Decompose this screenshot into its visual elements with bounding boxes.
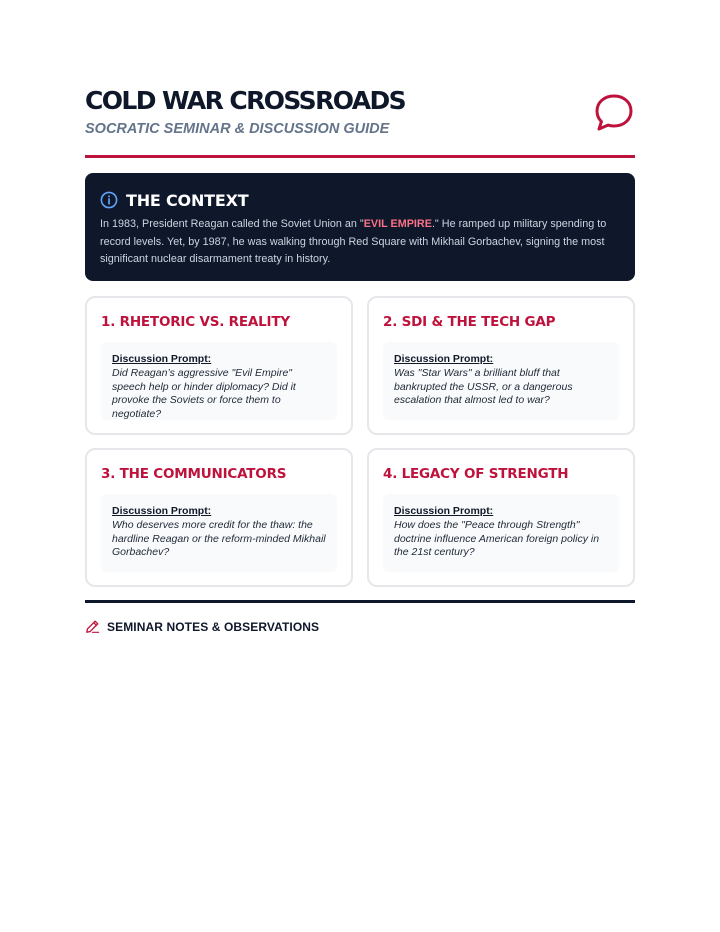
speech-bubble-icon <box>593 92 635 134</box>
page-subtitle: SOCRATIC SEMINAR & DISCUSSION GUIDE <box>85 121 390 137</box>
prompt-box <box>383 342 619 420</box>
notes-section-header <box>85 619 319 634</box>
notes-divider <box>85 600 635 603</box>
prompt-text: Was "Star Wars" a brilliant bluff that bankrupted the USSR, or a dangerous escalation that almost led to war? <box>394 367 573 406</box>
info-icon <box>100 191 118 209</box>
prompt-text: Who deserves more credit for the thaw: the hardline Reagan or the reform-minded Mikhail Gorbachev? <box>112 519 326 558</box>
evil-empire-highlight: EVIL EMPIRE <box>363 218 432 230</box>
page-header <box>85 86 635 158</box>
prompt-text: Did Reagan’s aggressive "Evil Empire" speech help or hinder diplomacy? Did it provoke the Soviets or force them to negotiate? <box>112 367 296 420</box>
header-divider <box>85 155 635 158</box>
discussion-card-legacy <box>367 448 635 587</box>
context-text <box>100 216 620 269</box>
context-text-start: In 1983, President Reagan called the Soviet Union an " <box>100 218 364 230</box>
notes-title: SEMINAR NOTES & OBSERVATIONS <box>107 619 320 634</box>
page-title: COLD WAR CROSSROADS <box>85 86 406 115</box>
card-title: 1. RHETORIC VS. REALITY <box>101 314 290 330</box>
pencil-icon <box>85 619 100 634</box>
card-title: 4. LEGACY OF STRENGTH <box>383 466 569 482</box>
prompt-label: Discussion Prompt: <box>394 353 494 365</box>
context-title: THE CONTEXT <box>126 190 249 210</box>
prompt-box <box>101 342 337 420</box>
prompt-box <box>101 494 337 572</box>
card-title: 2. SDI & THE TECH GAP <box>383 314 556 330</box>
prompt-label: Discussion Prompt: <box>394 505 494 517</box>
card-title: 3. THE COMMUNICATORS <box>101 466 287 482</box>
discussion-card-communicators <box>85 448 353 587</box>
prompt-label: Discussion Prompt: <box>112 505 212 517</box>
prompt-box <box>383 494 619 572</box>
discussion-card-rhetoric <box>85 296 353 435</box>
context-text-end: ." He ramped up military spending to record levels. Yet, by 1987, he was walking through Red Square with Mikhail Gorbachev, signing the most significant nuclear disarmament treaty in history. <box>100 218 607 265</box>
discussion-card-sdi <box>367 296 635 435</box>
context-panel <box>85 173 635 281</box>
prompt-text: How does the "Peace through Strength" doctrine influence American foreign policy in the 21st century? <box>394 519 600 558</box>
prompt-label: Discussion Prompt: <box>112 353 212 365</box>
